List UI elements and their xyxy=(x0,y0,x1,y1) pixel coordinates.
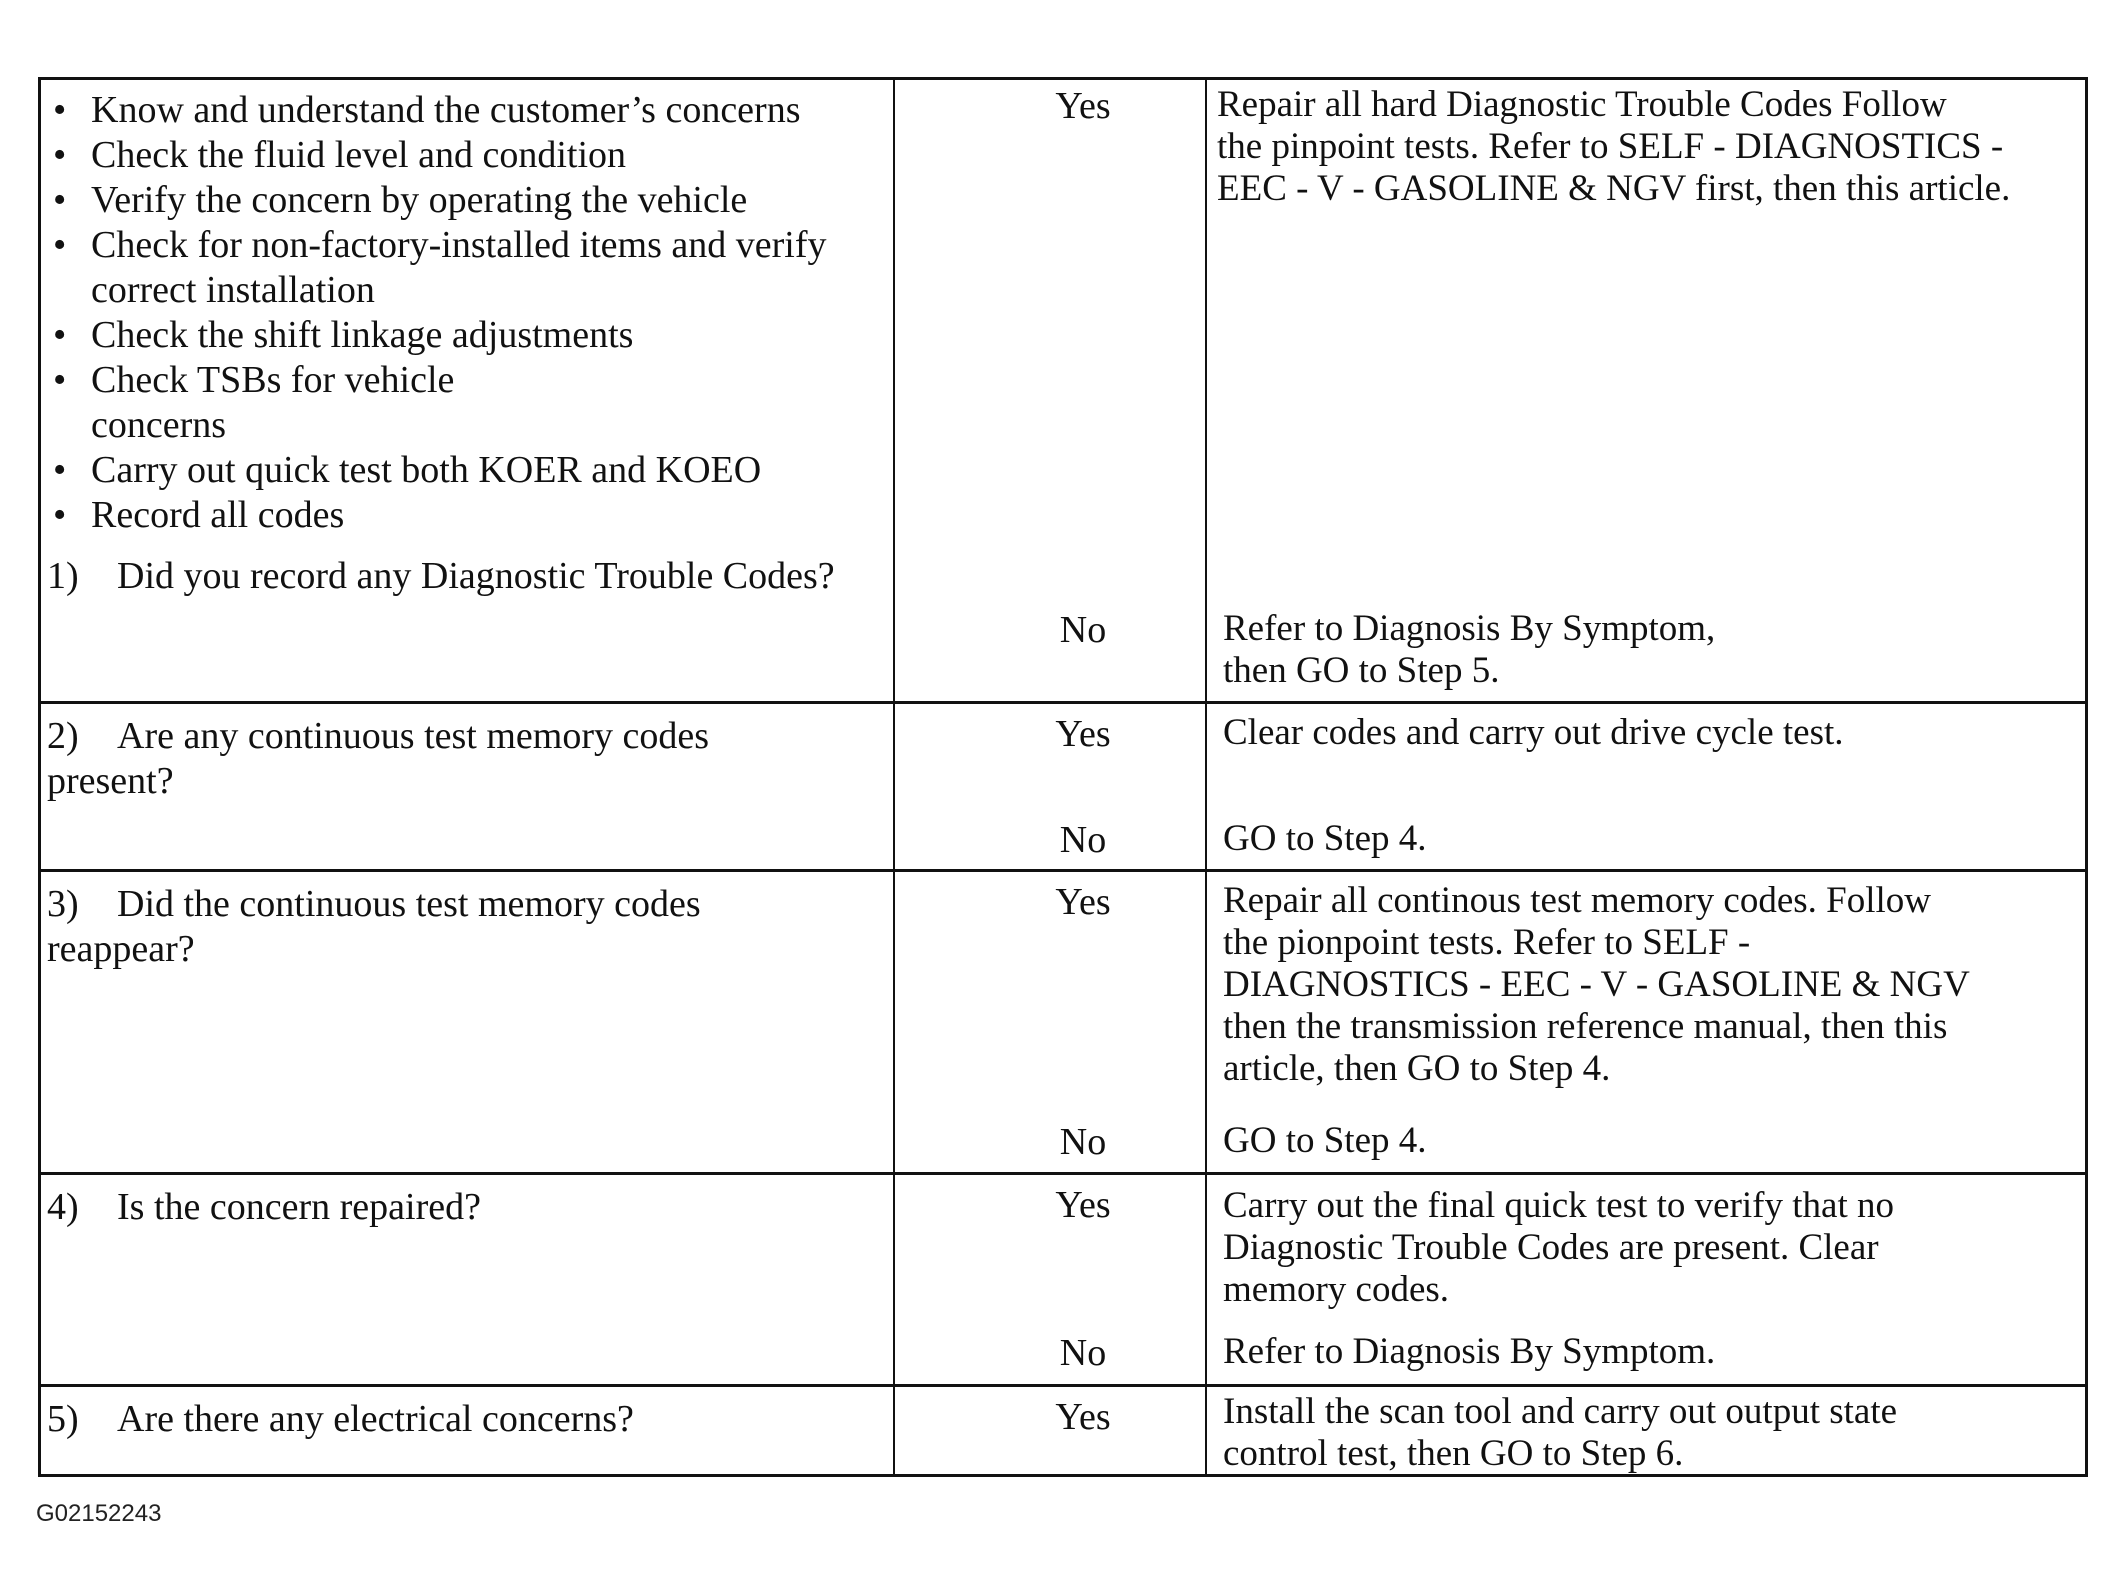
yes-label: Yes xyxy=(1055,85,1111,127)
checklist-item: • Check TSBs for vehicle xyxy=(53,359,455,401)
step-number: 1) xyxy=(47,555,79,597)
yes-action: Repair all hard Diagnostic Trouble Codes Follow the pinpoint tests. Refer to SELF - DIAGNOSTICS - EEC - V - GASOLINE & NGV first, then this article. xyxy=(1217,84,2011,209)
table-row-step-4 xyxy=(41,1172,2085,1384)
checklist-item: • Verify the concern by operating the vehicle xyxy=(53,179,748,221)
checklist-item-continuation: correct installation xyxy=(91,269,375,311)
checklist-item: • Check for non-factory-installed items and verify xyxy=(53,224,827,266)
yes-label: Yes xyxy=(1055,881,1111,923)
no-label: No xyxy=(1059,1332,1107,1374)
table-row-step-3 xyxy=(41,869,2085,1172)
diagnostic-table xyxy=(38,77,2088,1477)
question-text: Did you record any Diagnostic Trouble Codes? xyxy=(117,555,835,597)
table-row-step-5 xyxy=(41,1384,2085,1474)
checklist-item: • Record all codes xyxy=(53,494,345,536)
question-text: Did the continuous test memory codes xyxy=(117,883,701,925)
question-text: Are any continuous test memory codes xyxy=(117,715,710,757)
checklist-item: • Check the fluid level and condition xyxy=(53,134,627,176)
step-1-question xyxy=(47,554,835,599)
no-label: No xyxy=(1059,819,1107,861)
checklist-item: • Know and understand the customer’s concerns xyxy=(53,89,801,131)
no-action: GO to Step 4. xyxy=(1223,1120,1427,1161)
checklist-item-continuation: concerns xyxy=(91,404,227,446)
yes-action: Clear codes and carry out drive cycle test. xyxy=(1223,712,1844,753)
no-label: No xyxy=(1059,1121,1107,1163)
step-number: 3) xyxy=(47,883,79,925)
checklist-item: • Check the shift linkage adjustments xyxy=(53,314,634,356)
yes-action: Install the scan tool and carry out output state control test, then GO to Step 6. xyxy=(1223,1391,1898,1474)
no-action: GO to Step 4. xyxy=(1223,818,1427,859)
step-4-question-cell xyxy=(47,1185,481,1230)
step-1-question-cell xyxy=(47,88,835,599)
yes-action: Carry out the final quick test to verify that no Diagnostic Trouble Codes are present. Clear memory codes. xyxy=(1223,1185,1894,1310)
question-text: Are there any electrical concerns? xyxy=(117,1398,634,1440)
question-text-continued: present? xyxy=(47,760,174,802)
question-text-continued: reappear? xyxy=(47,928,195,970)
step-number: 2) xyxy=(47,715,79,757)
no-action: Refer to Diagnosis By Symptom, then GO to Step 5. xyxy=(1223,608,1716,691)
no-label: No xyxy=(1059,609,1107,651)
yes-action: Repair all continous test memory codes. Follow the pionpoint tests. Refer to SELF - DIAGNOSTICS - EEC - V - GASOLINE & NGV then the transmission reference manual, then this article, then GO to Step 4. xyxy=(1223,880,1970,1089)
step-number: 5) xyxy=(47,1398,79,1440)
question-text: Is the concern repaired? xyxy=(117,1186,481,1228)
yes-label: Yes xyxy=(1055,1184,1111,1226)
step-2-question-cell xyxy=(47,714,709,804)
yes-label: Yes xyxy=(1055,1396,1111,1438)
checklist-item: • Carry out quick test both KOER and KOEO xyxy=(53,449,762,491)
checklist xyxy=(47,88,835,538)
step-5-question-cell xyxy=(47,1397,634,1442)
step-3-question-cell xyxy=(47,882,701,972)
step-number: 4) xyxy=(47,1186,79,1228)
table-row-step-2 xyxy=(41,701,2085,869)
table-row-step-1 xyxy=(41,80,2085,701)
yes-label: Yes xyxy=(1055,713,1111,755)
no-action: Refer to Diagnosis By Symptom. xyxy=(1223,1331,1716,1372)
figure-id: G02152243 xyxy=(36,1500,162,1527)
